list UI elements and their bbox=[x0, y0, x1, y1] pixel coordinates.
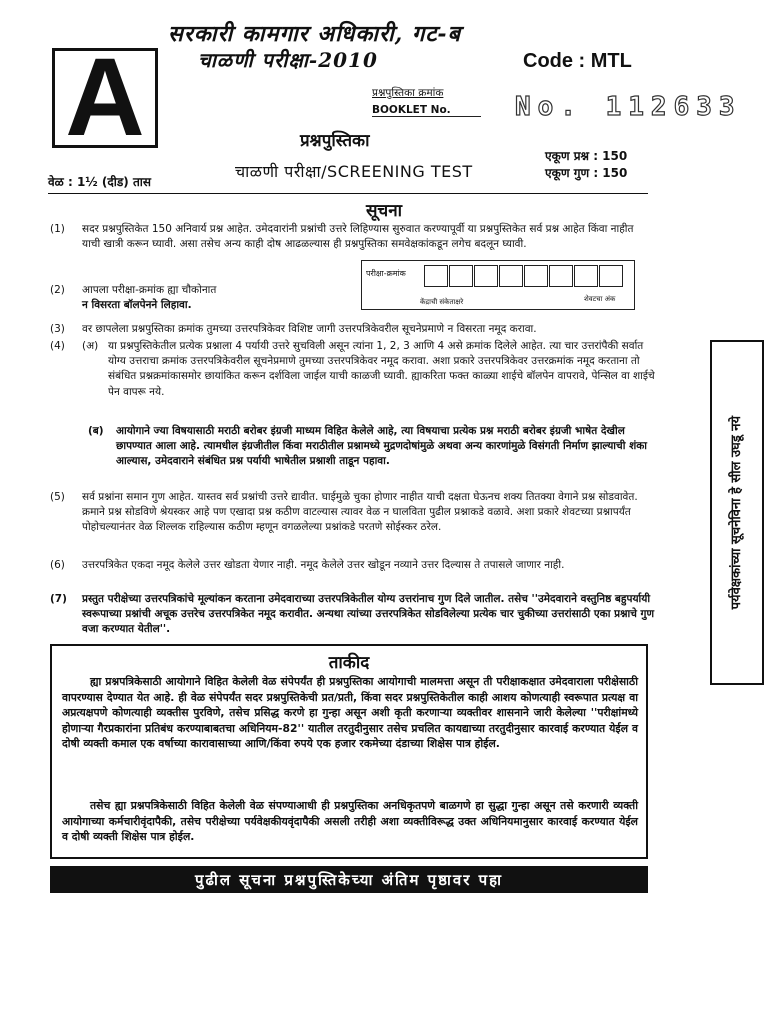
registration-cell[interactable] bbox=[549, 265, 573, 287]
instruction-4a bbox=[50, 339, 658, 419]
registration-cell[interactable] bbox=[499, 265, 523, 287]
instruction-7-text: प्रस्तुत परीक्षेच्या उत्तरपत्रिकांचे मूल्यांकन करताना उमेदवाराच्या उत्तरपत्रिकेतील योग्य उत्तरांनाच गुण दिले जातील. तसेच ''उमेदवाराने वस्तुनिष्ठ बहुपर्यायी स्वरूपाच्या प्रश्नांची अचूक उत्तरेच उत्तरपत्रिकेत नमूद करावीत. अन्यथा त्यांच्या उत्तरपत्रिकेत सोडविलेल्या प्रत्येक चार चुकीच्या उत्तरांसाठी एका प्रश्नाचे गुण वजा करण्यात येतील''. bbox=[82, 593, 655, 636]
test-title: चाळणी परीक्षा/SCREENING TEST bbox=[235, 162, 473, 181]
registration-cells bbox=[424, 265, 624, 287]
instruction-3 bbox=[50, 322, 658, 338]
next-instructions-bar bbox=[50, 866, 648, 893]
instruction-4a-text: या प्रश्नपुस्तिकेतील प्रत्येक प्रश्नाला 4 पर्यायी उत्तरे सुचविली असून त्यांना 1, 2, 3 आणि 4 असे क्रमांक दिलेले आहेत. त्या चार उत्तरांपैकी सर्वात योग्य उत्तराचा क्रमांक उत्तरपत्रिकेवरील सूचनेप्रमाणे तुमच्या उत्तरपत्रिकेवर नमूद करावा. अशा प्रकारे उत्तरपत्रिकेवर उत्तरक्रमांक नमूद करताना तो संबंधित प्रश्नक्रमांकासमोर छायांकित करून दर्शविला जाईल याची काळजी घ्यावी. ह्याकरिता फक्त काळ्या शाईचे बॉलपेन वापरावे, पेन्सिल वा शाईचे पेन वापरू नये. bbox=[108, 340, 655, 398]
warning-paragraph-1: ह्या प्रश्नपत्रिकेसाठी आयोगाने विहित केलेली वेळ संपेपर्यंत ही प्रश्नपुस्तिका आयोगाची मालमत्ता असून ती परीक्षाकक्षात उमेदवाराला परीक्षेसाठी वापरण्यास देण्यात येत आहे. ही वेळ संपेपर्यंत सदर प्रश्नपुस्तिकेची प्रत/प्रती, किंवा सदर प्रश्नपुस्तिकेतील काही आशय कोणत्याही स्वरूपात प्रत्यक्ष वा अप्रत्यक्षपणे कोणत्याही व्यक्तीस पुरविणे, तसेच प्रसिद्ध करणे हा गुन्हा असून अशी कृती करणाऱ्या व्यक्तीवर शासनाने जारी केलेल्या ''परीक्षांमध्ये होणाऱ्या गैरप्रकारांना प्रतिबंध करण्याबाबतचा अधिनियम-82'' यातील तरतुदीनुसार तसेच प्रचलित कायद्याच्या तरतुदीनुसार कारवाई करण्यात येईल व दोषी व्यक्ती कमाल एक वर्षाच्या कारावासाच्या आणि/किंवा रुपये एक हजार रकमेच्या दंडाच्या शिक्षेस पात्र होईल. bbox=[62, 675, 638, 751]
series-letter: A bbox=[65, 36, 145, 159]
booklet-title: प्रश्नपुस्तिका bbox=[300, 131, 370, 151]
instruction-6-number: (6) bbox=[50, 559, 65, 571]
instruction-3-text: वर छापलेला प्रश्नपुस्तिका क्रमांक तुमच्या उत्तरपत्रिकेवर विशिष्ट जागी उत्तरपत्रिकेवरील सूचनेप्रमाणे न विसरता नमूद करावा. bbox=[82, 323, 537, 335]
instruction-4b bbox=[50, 424, 658, 488]
series-letter-box bbox=[52, 36, 158, 159]
registration-last-digit-label: शेवटचा अंक bbox=[584, 295, 616, 303]
warning-box bbox=[50, 644, 648, 859]
instruction-4-number: (4) bbox=[50, 340, 65, 352]
instruction-1-number: (1) bbox=[50, 223, 65, 235]
total-marks: एकूण गुण : 150 bbox=[545, 166, 628, 180]
instruction-1-text: सदर प्रश्नपुस्तिकेत 150 अनिवार्य प्रश्न आहेत. उमेदवारांनी प्रश्नांची उत्तरे लिहिण्यास सुरुवात करण्यापूर्वी या प्रश्नपुस्तिकेत सर्व प्रश्न आहेत किंवा नाहीत याची खात्री करून घ्यावी. असा तसेच अन्य काही दोष आढळल्यास ही प्रश्नपुस्तिका समवेक्षकांकडून लगेच बदलून घ्यावी. bbox=[82, 223, 634, 251]
instruction-3-number: (3) bbox=[50, 323, 65, 335]
instruction-4b-number: (ब) bbox=[88, 425, 104, 437]
instruction-2-text-b: न विसरता बॉलपेनने लिहावा. bbox=[82, 299, 192, 311]
registration-box-label: परीक्षा-क्रमांक bbox=[366, 269, 406, 278]
registration-cell[interactable] bbox=[524, 265, 548, 287]
booklet-number-label-en: BOOKLET No. bbox=[372, 104, 481, 117]
instruction-5-number: (5) bbox=[50, 491, 65, 503]
header-divider bbox=[48, 193, 648, 194]
seal-warning-banner bbox=[710, 340, 764, 685]
registration-cell[interactable] bbox=[574, 265, 598, 287]
instruction-6-text: उत्तरपत्रिकेत एकदा नमूद केलेले उत्तर खोडता येणार नाही. नमूद केलेले उत्तर खोडून नव्याने उत्तर दिल्यास ते तपासले जाणार नाही. bbox=[82, 559, 565, 571]
instruction-5-text: सर्व प्रश्नांना समान गुण आहेत. यास्तव सर्व प्रश्नांची उत्तरे द्यावीत. घाईमुळे चुका होणार नाहीत याची दक्षता घेऊनच शक्य तितक्या वेगाने प्रश्न सोडवावेत. क्रमाने प्रश्न सोडविणे श्रेयस्कर आहे पण एखादा प्रश्न कठीण वाटल्यास त्यावर वेळ न घालविता पुढील प्रश्नाकडे वळावे. अशा प्रकारे शेवटच्या प्रश्नापर्यंत पोहोचल्यानंतर वेळ शिल्लक राहिल्यास कठीण म्हणून वगळलेल्या प्रश्नांकडे परतणे सोईस्कर ठरेल. bbox=[82, 491, 638, 534]
total-questions: एकूण प्रश्न : 150 bbox=[545, 149, 628, 163]
registration-center-code-label: केंद्राची संकेताक्षरे bbox=[420, 298, 464, 306]
warning-heading: ताकीद bbox=[328, 653, 370, 673]
warning-paragraph-2: तसेच ह्या प्रश्नपत्रिकेसाठी विहित केलेली वेळ संपण्याआधी ही प्रश्नपुस्तिका अनधिकृतपणे बाळगणे हा सुद्धा गुन्हा असून तसे करणारी व्यक्ती आयोगाच्या कर्मचारीवृंदापैकी, तसेच परीक्षेच्या पर्यवेक्षकीयवृंदापैकी असली तरीही अशा व्यक्तीविरूद्ध उक्त अधिनियमानुसार कारवाई करण्यात येईल व दोषी व्यक्ती शिक्षेस पात्र होईल. bbox=[62, 799, 638, 844]
registration-cell[interactable] bbox=[424, 265, 448, 287]
exam-name: चाळणी परीक्षा-2010 bbox=[198, 48, 378, 72]
instruction-4a-number: (अ) bbox=[82, 340, 99, 352]
exam-stats bbox=[545, 148, 627, 182]
registration-cell[interactable] bbox=[599, 265, 623, 287]
next-instructions-text: पुढील सूचना प्रश्नपुस्तिकेच्या अंतिम पृष्ठावर पहा bbox=[195, 870, 503, 889]
instruction-6 bbox=[50, 558, 658, 590]
registration-cell[interactable] bbox=[449, 265, 473, 287]
instruction-2-number: (2) bbox=[50, 284, 65, 296]
registration-cell[interactable] bbox=[474, 265, 498, 287]
registration-number-box bbox=[361, 260, 635, 310]
duration: वेळ : 1½ (दीड) तास bbox=[48, 175, 152, 189]
seal-warning-text: पर्यवेक्षकांच्या सूचनेविना हे सील उघडू नये bbox=[729, 415, 744, 610]
instruction-4b-text: आयोगाने ज्या विषयासाठी मराठी बरोबर इंग्रजी माध्यम विहित केलेले आहे, त्या विषयाचा प्रत्येक प्रश्न मराठी बरोबर इंग्रजी भाषेत देखील छापण्यात आला आहे. त्यामधील इंग्रजीतील किंवा मराठीतील प्रश्नामध्ये मुद्रणदोषांमुळे अथवा अन्य कारणांमुळे विसंगती निर्माण झाल्याची शंका आल्यास, उमेदवाराने संबंधित प्रश्न पर्यायी भाषेतील प्रश्नाशी ताडून पहावा. bbox=[116, 425, 647, 468]
instructions-heading: सूचना bbox=[365, 201, 403, 221]
instruction-7 bbox=[50, 592, 658, 640]
instruction-2 bbox=[50, 283, 350, 315]
instruction-7-number: (7) bbox=[50, 593, 67, 605]
booklet-number: No. 112633 bbox=[515, 92, 742, 122]
paper-code: Code : MTL bbox=[523, 50, 632, 72]
booklet-number-label-mr: प्रश्नपुस्तिका क्रमांक bbox=[372, 87, 444, 99]
instruction-5 bbox=[50, 490, 658, 554]
handwritten-post-title: सरकारी कामगार अधिकारी, गट-ब bbox=[168, 21, 462, 47]
instruction-2-text-a: आपला परीक्षा-क्रमांक ह्या चौकोनात bbox=[82, 284, 217, 296]
